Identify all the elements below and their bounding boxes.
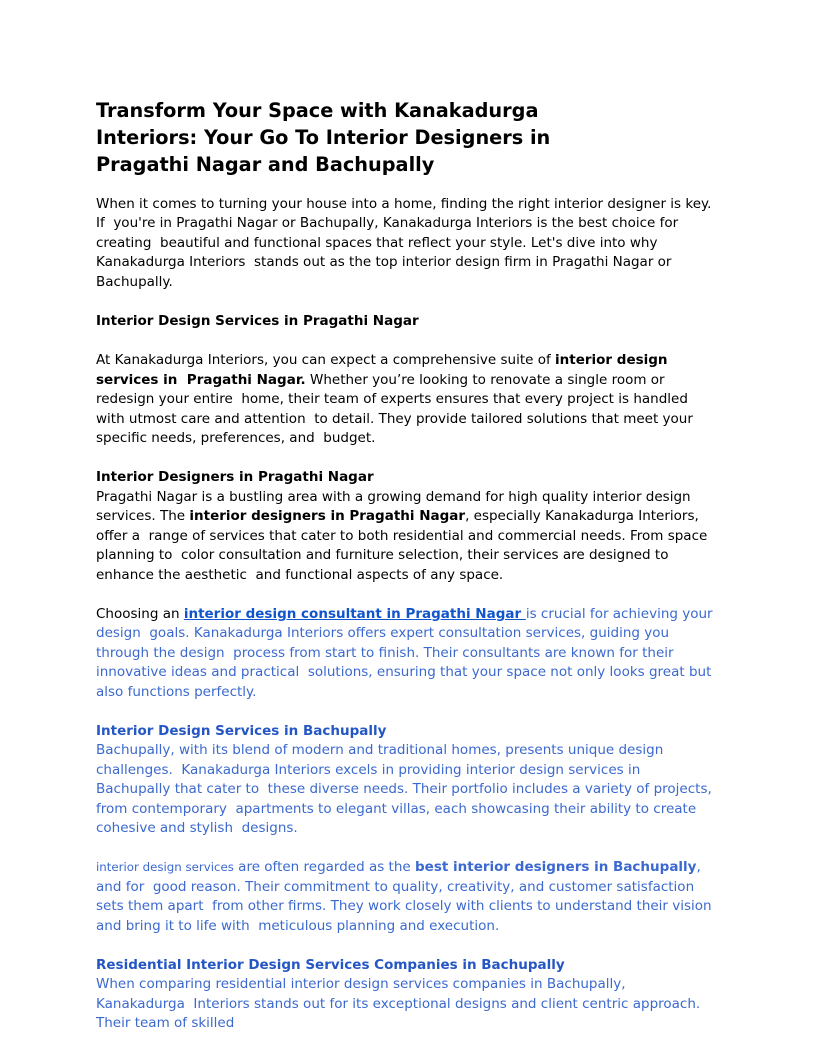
title-line-1: Transform Your Space with Kanakadurga [96,99,539,122]
paragraph-run: is crucial for achieving your design goals. Kanakadurga Interiors offers expert consultation services, guiding you through the design process from start to finish. Their consultants are known for their innovative ideas and practical solutions, ensuring that your space not only looks great but also functions perfectly. [96,605,717,700]
intro-paragraph: When it comes to turning your house into a home, finding the right interior designer is key. If you're in Pragathi Nagar or Bachupally, Kanakadurga Interiors is the best choice for creating beautiful and functional spaces that reflect your style. Let's dive into why Kanakadurga Interiors stands out as the top interior design firm in Pragathi Nagar or Bachupally. [96,196,716,290]
paragraph-small-run: interior design services [96,860,234,875]
paragraph-bold-run: interior designers in Pragathi Nagar [189,508,466,525]
paragraph-designers-pragathi-nagar [96,488,718,585]
paragraph-services-bachupally: Bachupally, with its blend of modern and traditional homes, presents unique design challenges. Kanakadurga Interiors excels in providing interior design services in Bachupally that cater to these diverse needs. Their portfolio includes a variety of projects, from contemporary apartments to elegant villas, each showcasing their ability to create cohesive and stylish designs. [96,742,717,836]
document-title [96,97,718,178]
paragraph-run: Choosing an [96,605,184,622]
paragraph-run: , especially Kanakadurga Interiors, offer a range of services that cater to both residential and commercial needs. From space planning to color consultation and furniture selection, their services are designed to enhance the aesthetic and functional aspects of any space. [96,508,712,583]
paragraph-services-pragathi-nagar [96,351,718,448]
title-line-2: Interiors: Your Go To Interior Designers in [96,126,551,149]
paragraph-run: At Kanakadurga Interiors, you can expect a comprehensive suite of [96,352,556,369]
paragraph-run: Whether you’re looking to renovate a single room or redesign your entire home, their team of experts ensures that every project is handled with utmost care and attention to detail. They provide tailored solutions that meet your specific needs, preferences, and budget. [96,371,698,447]
title-line-3: Pragathi Nagar and Bachupally [96,153,435,176]
heading-interior-design-services-bachupally: Interior Design Services in Bachupally [96,722,387,739]
paragraph-best-designers-bachupally [96,858,718,936]
paragraph-consultant [96,605,718,702]
paragraph-run: , and for good reason. Their commitment to quality, creativity, and customer satisfaction sets them apart from other firms. They work closely with clients to understand their vision and bring it to life with meticulous planning and execution. [96,859,716,934]
document-content [96,97,718,1034]
paragraph-run: are often regarded as the [233,859,416,876]
paragraph-run: Pragathi Nagar is a bustling area with a growing demand for high quality interior design services. The [96,488,700,525]
heading-interior-design-services-pragathi-nagar: Interior Design Services in Pragathi Nagar [96,313,419,330]
heading-residential-companies-bachupally: Residential Interior Design Services Companies in Bachupally [96,957,565,973]
paragraph-bold-run: best interior designers in Bachupally [415,859,697,876]
paragraph-bold-run: interior design services in Pragathi Nagar. [96,352,673,388]
paragraph-residential-companies: When comparing residential interior design services companies in Bachupally, Kanakadurga Interiors stands out for its exceptional designs and client centric approach. Their team of skilled [96,976,705,1032]
interior-design-consultant-link[interactable]: interior design consultant in Pragathi Nagar [183,605,526,622]
heading-interior-designers-pragathi-nagar: Interior Designers in Pragathi Nagar [96,469,374,486]
